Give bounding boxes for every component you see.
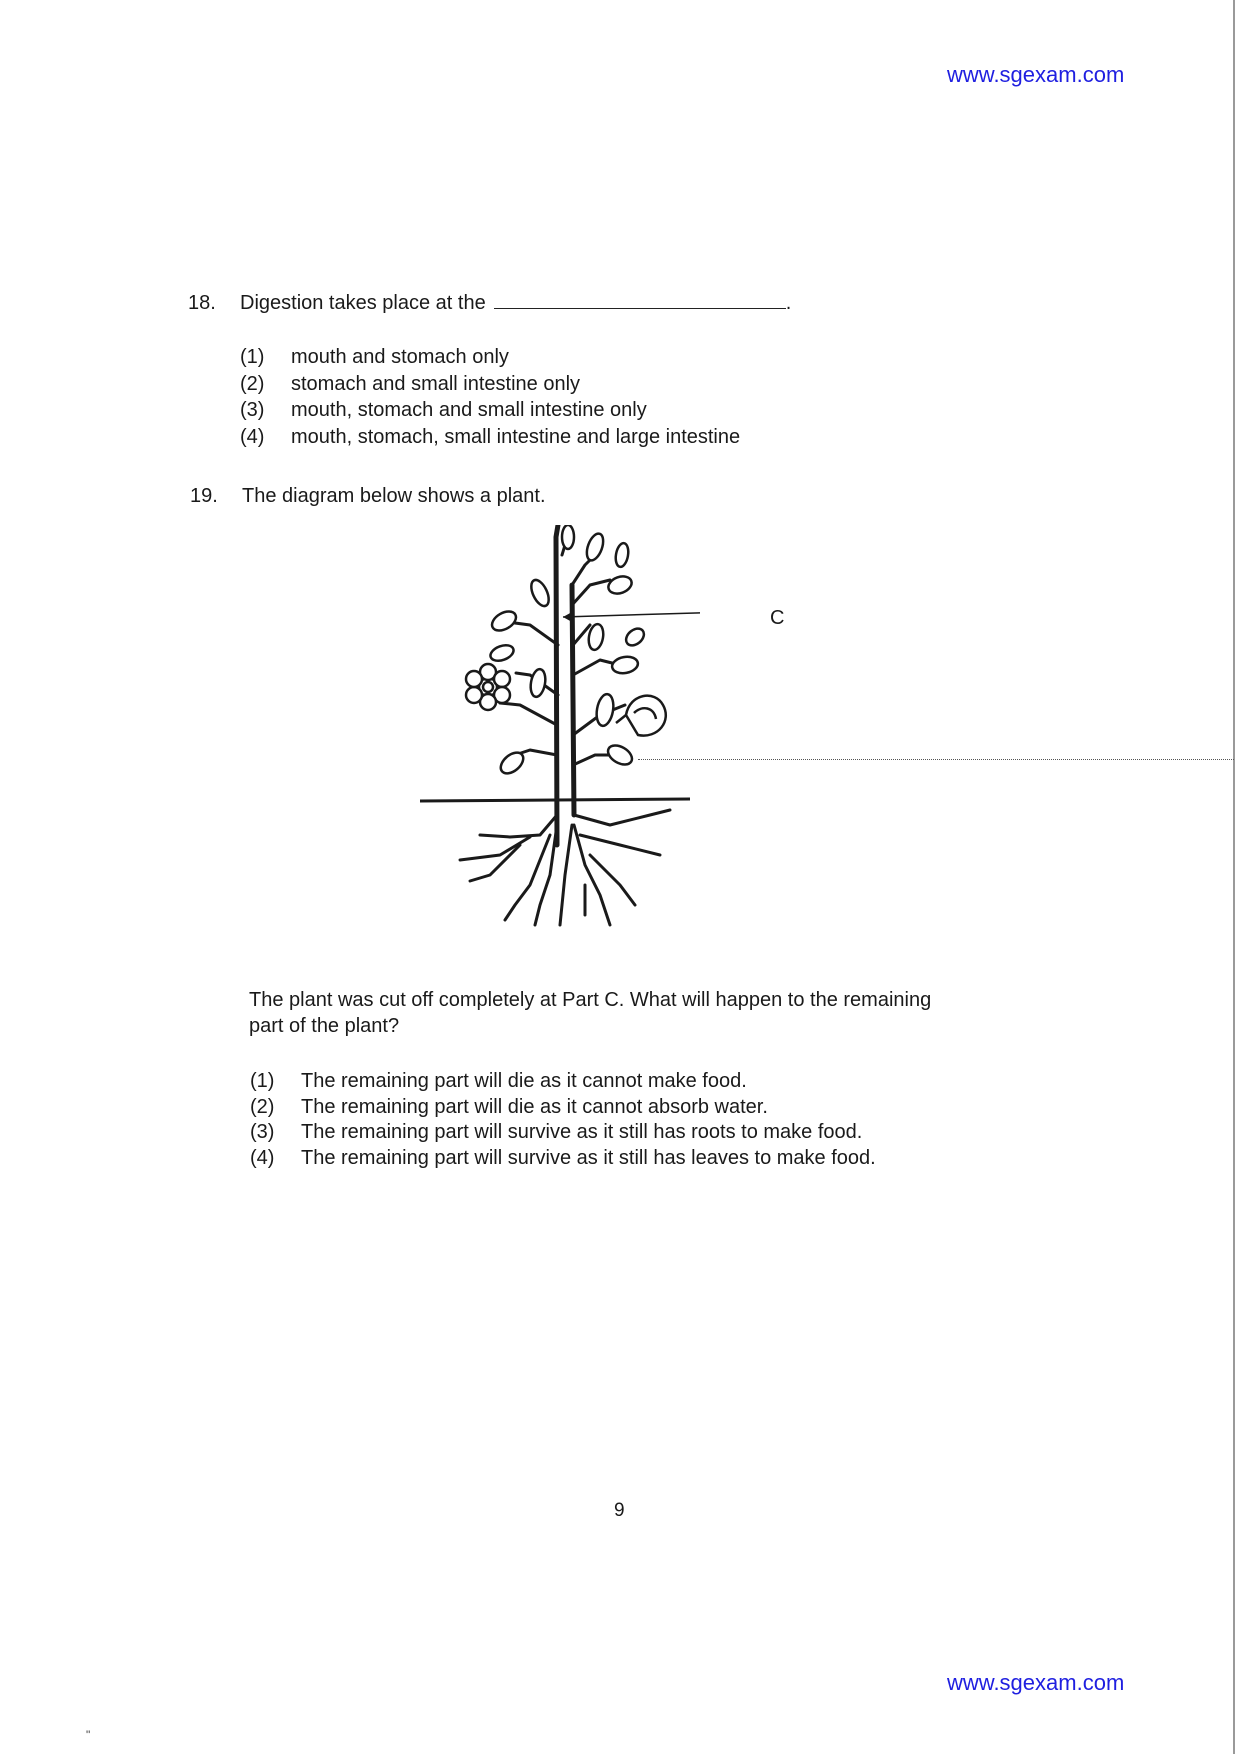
page-edge-border [1233, 0, 1235, 1754]
option: (1) The remaining part will die as it cannot make food. [250, 1070, 747, 1092]
question-stem: The diagram below shows a plant. [242, 485, 546, 507]
option: (4) mouth, stomach, small intestine and large intestine [240, 425, 741, 448]
question-number: 18. [188, 292, 216, 314]
option: (3) mouth, stomach and small intestine only [240, 399, 647, 421]
q18-options [240, 344, 940, 450]
scan-mark: " [86, 1728, 91, 1742]
part-c-label: C [770, 607, 785, 629]
dotted-line [638, 759, 1234, 760]
option: (4) The remaining part will survive as it still has leaves to make food. [250, 1146, 876, 1169]
option-text: The remaining part will die as it cannot make food. [301, 1070, 747, 1092]
plant-diagram [420, 525, 700, 945]
roots [460, 810, 670, 925]
site-link-bottom[interactable]: www.sgexam.com [947, 1670, 1125, 1695]
option: (2) stomach and small intestine only [240, 372, 581, 395]
answer-blank [494, 290, 786, 309]
flower-left-icon [466, 664, 510, 710]
page-number: 9 [614, 1500, 625, 1521]
option-text: mouth and stomach only [291, 346, 509, 368]
option-text: mouth, stomach and small intestine only [291, 399, 647, 421]
prompt-line-2: part of the plant? [249, 1015, 400, 1037]
question-number: 19. [190, 485, 218, 507]
question-stem: Digestion takes place at the [240, 292, 486, 314]
q19-options [250, 1068, 1050, 1170]
option: (1) mouth and stomach only [240, 346, 509, 368]
option-text: The remaining part will die as it cannot absorb water. [301, 1095, 768, 1118]
option-text: stomach and small intestine only [291, 372, 581, 395]
option: (3) The remaining part will survive as it still has roots to make food. [250, 1121, 863, 1143]
option-text: mouth, stomach, small intestine and large intestine [291, 425, 741, 448]
prompt-line-1: The plant was cut off completely at Part C. What will happen to the remaining [249, 989, 932, 1011]
option: (2) The remaining part will die as it cannot absorb water. [250, 1095, 768, 1118]
flower-right-icon [616, 696, 666, 736]
option-text: The remaining part will survive as it still has roots to make food. [301, 1121, 863, 1143]
site-link-top[interactable]: www.sgexam.com [947, 62, 1125, 87]
stem-end: . [785, 292, 792, 314]
option-text: The remaining part will survive as it still has leaves to make food. [301, 1146, 876, 1169]
question-19-prompt [249, 987, 1049, 1039]
